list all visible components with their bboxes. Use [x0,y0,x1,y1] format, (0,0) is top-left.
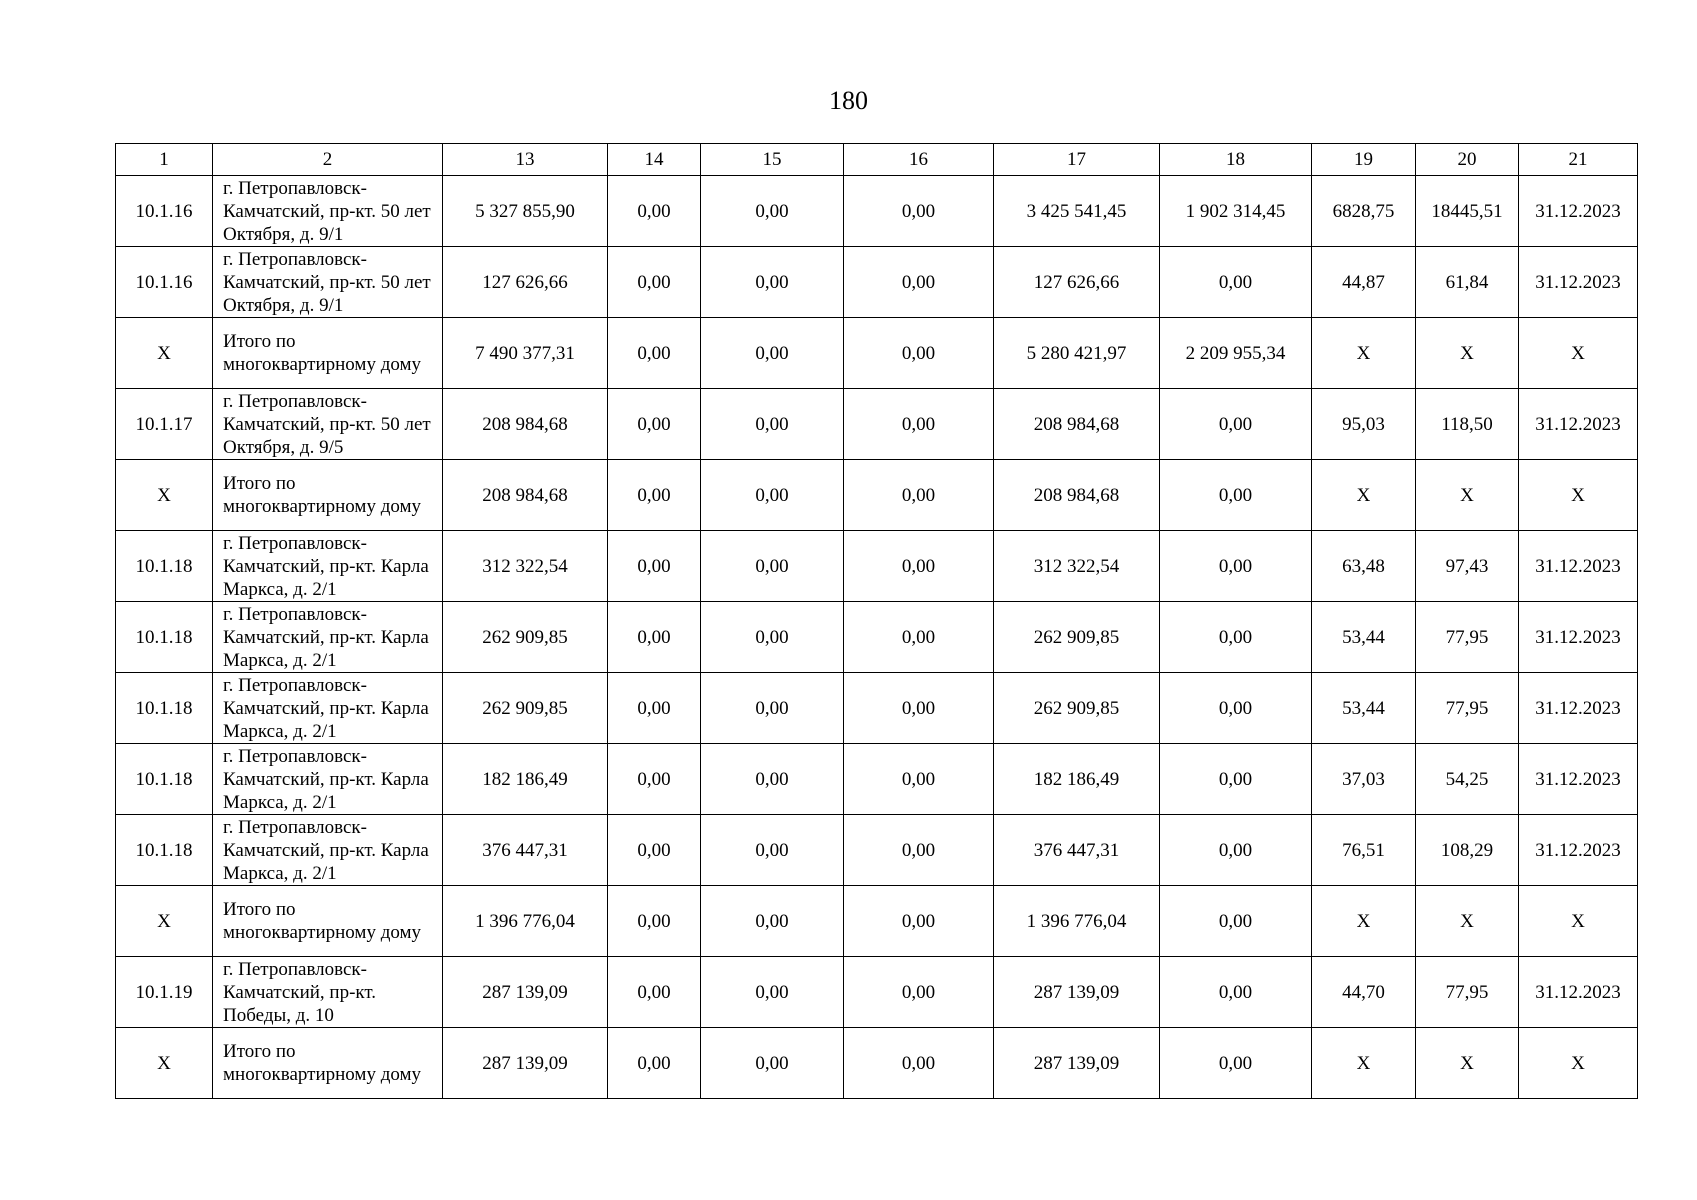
value-cell: 18445,51 [1416,176,1519,247]
value-cell: 31.12.2023 [1519,957,1638,1028]
value-cell: 0,00 [1160,744,1312,815]
value-cell: 0,00 [1160,957,1312,1028]
address-cell: Итого по многоквартирному дому [213,318,443,389]
table-row [116,602,1638,673]
address-cell: г. Петропавловск-Камчатский, пр-кт. 50 лет Октября, д. 9/5 [213,389,443,460]
value-cell: 0,00 [608,673,701,744]
address-cell: г. Петропавловск-Камчатский, пр-кт. Карла Маркса, д. 2/1 [213,744,443,815]
value-cell: 0,00 [608,531,701,602]
value-cell: 287 139,09 [443,1028,608,1099]
value-cell: 262 909,85 [443,673,608,744]
value-cell: 3 425 541,45 [994,176,1160,247]
value-cell: 118,50 [1416,389,1519,460]
value-cell: 0,00 [1160,673,1312,744]
value-cell: 77,95 [1416,602,1519,673]
value-cell: 0,00 [844,673,994,744]
table-row [116,886,1638,957]
value-cell: 0,00 [844,389,994,460]
value-cell: 0,00 [701,247,844,318]
row-number-cell: X [116,1028,213,1099]
value-cell: 97,43 [1416,531,1519,602]
value-cell: 0,00 [844,744,994,815]
value-cell: 208 984,68 [994,460,1160,531]
value-cell: 0,00 [1160,886,1312,957]
row-number-cell: X [116,886,213,957]
table-row [116,389,1638,460]
value-cell: 0,00 [1160,602,1312,673]
value-cell: 0,00 [1160,531,1312,602]
table-row [116,744,1638,815]
value-cell: 262 909,85 [994,673,1160,744]
value-cell: 0,00 [701,744,844,815]
header-row [116,144,1638,176]
value-cell: 37,03 [1312,744,1416,815]
value-cell: 0,00 [608,815,701,886]
value-cell: 0,00 [701,957,844,1028]
value-cell: 182 186,49 [994,744,1160,815]
address-cell: г. Петропавловск-Камчатский, пр-кт. Карла Маркса, д. 2/1 [213,815,443,886]
value-cell: 127 626,66 [443,247,608,318]
row-number-cell: 10.1.18 [116,744,213,815]
value-cell: 54,25 [1416,744,1519,815]
address-cell: Итого по многоквартирному дому [213,1028,443,1099]
column-header: 15 [701,144,844,176]
value-cell: X [1416,318,1519,389]
value-cell: 0,00 [608,460,701,531]
value-cell: 0,00 [701,815,844,886]
value-cell: X [1519,460,1638,531]
value-cell: 31.12.2023 [1519,602,1638,673]
value-cell: 108,29 [1416,815,1519,886]
value-cell: 0,00 [844,318,994,389]
address-cell: г. Петропавловск-Камчатский, пр-кт. Карла Маркса, д. 2/1 [213,602,443,673]
column-header: 18 [1160,144,1312,176]
value-cell: 287 139,09 [994,1028,1160,1099]
value-cell: 53,44 [1312,602,1416,673]
value-cell: X [1312,886,1416,957]
data-table [115,143,1638,1099]
value-cell: 61,84 [1416,247,1519,318]
value-cell: 208 984,68 [443,460,608,531]
column-header: 19 [1312,144,1416,176]
value-cell: 0,00 [608,1028,701,1099]
value-cell: 312 322,54 [443,531,608,602]
value-cell: 208 984,68 [994,389,1160,460]
value-cell: 1 902 314,45 [1160,176,1312,247]
row-number-cell: 10.1.18 [116,602,213,673]
value-cell: 31.12.2023 [1519,531,1638,602]
value-cell: 1 396 776,04 [443,886,608,957]
value-cell: 53,44 [1312,673,1416,744]
value-cell: 0,00 [608,389,701,460]
value-cell: 0,00 [844,886,994,957]
value-cell: 0,00 [608,318,701,389]
value-cell: 0,00 [844,531,994,602]
value-cell: X [1416,1028,1519,1099]
value-cell: 7 490 377,31 [443,318,608,389]
value-cell: 182 186,49 [443,744,608,815]
value-cell: 0,00 [844,176,994,247]
row-number-cell: 10.1.17 [116,389,213,460]
value-cell: 0,00 [608,957,701,1028]
value-cell: 31.12.2023 [1519,389,1638,460]
value-cell: 0,00 [1160,1028,1312,1099]
value-cell: 0,00 [608,886,701,957]
address-cell: г. Петропавловск-Камчатский, пр-кт. 50 лет Октября, д. 9/1 [213,247,443,318]
value-cell: 0,00 [701,886,844,957]
value-cell: X [1519,886,1638,957]
value-cell: 376 447,31 [443,815,608,886]
value-cell: 0,00 [608,744,701,815]
column-header: 1 [116,144,213,176]
row-number-cell: 10.1.18 [116,815,213,886]
value-cell: 0,00 [844,815,994,886]
value-cell: X [1312,1028,1416,1099]
address-cell: Итого по многоквартирному дому [213,460,443,531]
value-cell: 2 209 955,34 [1160,318,1312,389]
table-row [116,176,1638,247]
value-cell: 0,00 [701,318,844,389]
value-cell: 0,00 [701,673,844,744]
value-cell: 0,00 [1160,247,1312,318]
page-number: 180 [829,86,868,115]
table-row [116,815,1638,886]
value-cell: 0,00 [1160,389,1312,460]
value-cell: 5 280 421,97 [994,318,1160,389]
value-cell: 262 909,85 [443,602,608,673]
table-row [116,1028,1638,1099]
value-cell: 376 447,31 [994,815,1160,886]
value-cell: 0,00 [844,460,994,531]
table-row [116,957,1638,1028]
value-cell: 0,00 [701,531,844,602]
value-cell: 0,00 [844,602,994,673]
value-cell: 95,03 [1312,389,1416,460]
value-cell: 0,00 [1160,460,1312,531]
value-cell: 287 139,09 [994,957,1160,1028]
table-row [116,673,1638,744]
value-cell: 77,95 [1416,673,1519,744]
value-cell: X [1312,460,1416,531]
column-header: 16 [844,144,994,176]
address-cell: г. Петропавловск-Камчатский, пр-кт. Карла Маркса, д. 2/1 [213,531,443,602]
value-cell: X [1312,318,1416,389]
value-cell: 6828,75 [1312,176,1416,247]
value-cell: 31.12.2023 [1519,176,1638,247]
value-cell: 76,51 [1312,815,1416,886]
column-header: 13 [443,144,608,176]
address-cell: Итого по многоквартирному дому [213,886,443,957]
value-cell: 0,00 [701,1028,844,1099]
value-cell: X [1416,460,1519,531]
table-row [116,460,1638,531]
value-cell: 127 626,66 [994,247,1160,318]
value-cell: 44,87 [1312,247,1416,318]
value-cell: 287 139,09 [443,957,608,1028]
column-header: 17 [994,144,1160,176]
address-cell: г. Петропавловск-Камчатский, пр-кт. 50 лет Октября, д. 9/1 [213,176,443,247]
value-cell: X [1519,318,1638,389]
column-header: 2 [213,144,443,176]
value-cell: X [1519,1028,1638,1099]
value-cell: 0,00 [608,176,701,247]
value-cell: 77,95 [1416,957,1519,1028]
table-row [116,318,1638,389]
value-cell: 5 327 855,90 [443,176,608,247]
value-cell: 63,48 [1312,531,1416,602]
column-header: 20 [1416,144,1519,176]
row-number-cell: 10.1.16 [116,247,213,318]
value-cell: 0,00 [608,602,701,673]
table-row [116,247,1638,318]
value-cell: 0,00 [844,1028,994,1099]
value-cell: 31.12.2023 [1519,815,1638,886]
value-cell: 0,00 [701,602,844,673]
row-number-cell: 10.1.18 [116,673,213,744]
value-cell: 0,00 [701,389,844,460]
value-cell: 0,00 [844,957,994,1028]
value-cell: 1 396 776,04 [994,886,1160,957]
value-cell: 262 909,85 [994,602,1160,673]
table-row [116,531,1638,602]
row-number-cell: X [116,460,213,531]
value-cell: 0,00 [1160,815,1312,886]
value-cell: 31.12.2023 [1519,247,1638,318]
column-header: 14 [608,144,701,176]
value-cell: 44,70 [1312,957,1416,1028]
value-cell: 0,00 [701,460,844,531]
table-body [116,144,1638,1099]
address-cell: г. Петропавловск-Камчатский, пр-кт. Победы, д. 10 [213,957,443,1028]
value-cell: 0,00 [701,176,844,247]
value-cell: 208 984,68 [443,389,608,460]
address-cell: г. Петропавловск-Камчатский, пр-кт. Карла Маркса, д. 2/1 [213,673,443,744]
value-cell: 0,00 [608,247,701,318]
value-cell: 0,00 [844,247,994,318]
value-cell: 31.12.2023 [1519,673,1638,744]
row-number-cell: X [116,318,213,389]
value-cell: X [1416,886,1519,957]
row-number-cell: 10.1.18 [116,531,213,602]
row-number-cell: 10.1.16 [116,176,213,247]
value-cell: 31.12.2023 [1519,744,1638,815]
row-number-cell: 10.1.19 [116,957,213,1028]
column-header: 21 [1519,144,1638,176]
value-cell: 312 322,54 [994,531,1160,602]
